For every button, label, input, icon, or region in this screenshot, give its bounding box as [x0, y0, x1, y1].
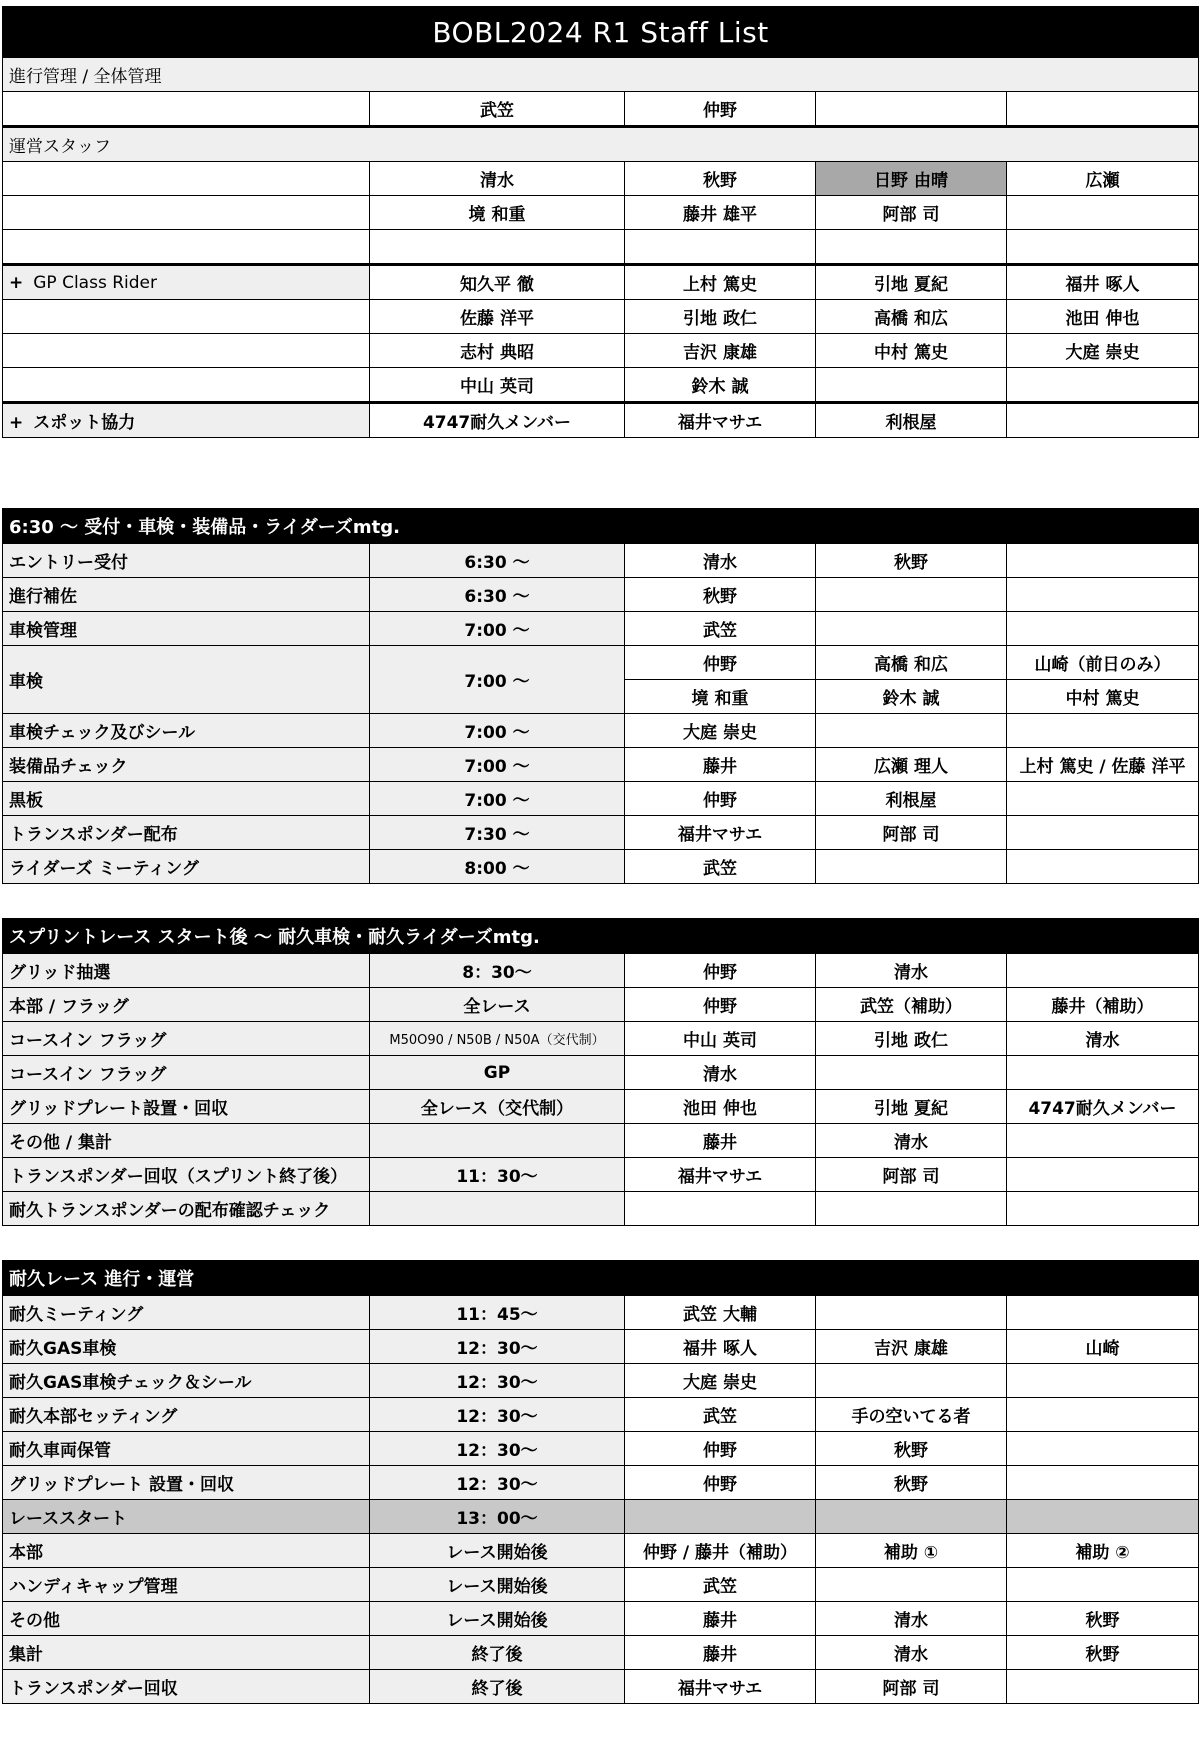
staff-cell: 武笠	[370, 92, 625, 127]
staff-cell: 大庭 崇史	[1007, 334, 1199, 368]
spot-cooperation-text: スポット協力	[33, 413, 136, 433]
task-time: 全レース（交代制）	[370, 1090, 625, 1124]
staff-cell	[816, 1500, 1007, 1534]
staff-cell	[816, 92, 1007, 127]
gp-class-rider-text: GP Class Rider	[33, 272, 157, 293]
task-row	[3, 1090, 1199, 1124]
empty-cell	[3, 334, 370, 368]
empty-cell	[3, 368, 370, 403]
staff-cell	[1007, 403, 1199, 438]
staff-cell: 清水	[816, 1124, 1007, 1158]
staff-cell: 大庭 崇史	[625, 714, 816, 748]
task-label: その他 / 集計	[3, 1124, 370, 1158]
staff-cell: 補助 ②	[1007, 1534, 1199, 1568]
staff-cell	[1007, 196, 1199, 230]
staff-cell	[816, 714, 1007, 748]
staff-cell	[816, 230, 1007, 265]
task-row	[3, 1364, 1199, 1398]
task-time: 8:00 〜	[370, 850, 625, 884]
staff-cell	[625, 1500, 816, 1534]
task-label: ライダーズ ミーティング	[3, 850, 370, 884]
staff-cell	[1007, 954, 1199, 988]
staff-cell: 境 和重	[625, 680, 816, 714]
staff-cell	[816, 1296, 1007, 1330]
staff-cell: 中村 篤史	[1007, 680, 1199, 714]
staff-cell: 清水	[816, 1636, 1007, 1670]
task-row	[3, 1568, 1199, 1602]
task-time: 7:00 〜	[370, 782, 625, 816]
staff-cell: 藤井	[625, 1636, 816, 1670]
staff-cell: 秋野	[1007, 1636, 1199, 1670]
task-label: グリッド抽選	[3, 954, 370, 988]
staff-cell: 上村 篤史 / 佐藤 洋平	[1007, 748, 1199, 782]
task-label: 進行補佐	[3, 578, 370, 612]
task-row	[3, 1056, 1199, 1090]
staff-cell: 山崎（前日のみ）	[1007, 646, 1199, 680]
task-row	[3, 714, 1199, 748]
staff-cell: 福井マサエ	[625, 1670, 816, 1704]
staff-cell: 広瀬 理人	[816, 748, 1007, 782]
staff-cell: 手の空いてる者	[816, 1398, 1007, 1432]
task-row	[3, 1022, 1199, 1056]
staff-table	[2, 6, 1199, 438]
staff-cell: 中山 英司	[625, 1022, 816, 1056]
staff-cell	[3, 92, 370, 127]
staff-cell: 武笠 大輔	[625, 1296, 816, 1330]
staff-cell: 藤井（補助）	[1007, 988, 1199, 1022]
task-row	[3, 1158, 1199, 1192]
staff-cell: 4747耐久メンバー	[370, 403, 625, 438]
task-label: 耐久本部セッティング	[3, 1398, 370, 1432]
task-row	[3, 816, 1199, 850]
staff-cell: 仲野	[625, 782, 816, 816]
task-label: グリッドプレート 設置・回収	[3, 1466, 370, 1500]
staff-cell: 福井マサエ	[625, 403, 816, 438]
task-label: トランスポンダー配布	[3, 816, 370, 850]
task-time: 7:30 〜	[370, 816, 625, 850]
staff-cell: 福井 啄人	[1007, 265, 1199, 300]
staff-cell	[1007, 612, 1199, 646]
staff-cell: 仲野 / 藤井（補助）	[625, 1534, 816, 1568]
staff-cell	[1007, 368, 1199, 403]
task-time: 7:00 〜	[370, 612, 625, 646]
task-label: 耐久トランスポンダーの配布確認チェック	[3, 1192, 370, 1226]
staff-cell: 利根屋	[816, 782, 1007, 816]
empty-cell	[3, 300, 370, 334]
staff-cell: 4747耐久メンバー	[1007, 1090, 1199, 1124]
staff-cell	[1007, 1670, 1199, 1704]
section-title: スプリントレース スタート後 〜 耐久車検・耐久ライダーズmtg.	[3, 919, 1199, 954]
staff-cell: 秋野	[816, 544, 1007, 578]
task-time: 13：00〜	[370, 1500, 625, 1534]
staff-cell: 池田 伸也	[625, 1090, 816, 1124]
staff-cell: 引地 政仁	[625, 300, 816, 334]
task-time: 7:00 〜	[370, 714, 625, 748]
staff-cell: 秋野	[625, 162, 816, 196]
staff-cell	[1007, 782, 1199, 816]
staff-cell: 仲野	[625, 954, 816, 988]
staff-cell	[816, 612, 1007, 646]
task-label: 車検	[3, 646, 370, 714]
task-row	[3, 1330, 1199, 1364]
task-label: 耐久ミーティング	[3, 1296, 370, 1330]
staff-cell: 武笠（補助）	[816, 988, 1007, 1022]
staff-cell: 引地 政仁	[816, 1022, 1007, 1056]
staff-cell: 境 和重	[370, 196, 625, 230]
staff-cell	[816, 368, 1007, 403]
staff-cell: 秋野	[816, 1466, 1007, 1500]
task-time: 11：30〜	[370, 1158, 625, 1192]
staff-cell: 鈴木 誠	[625, 368, 816, 403]
staff-cell: 藤井	[625, 748, 816, 782]
section-title: 耐久レース 進行・運営	[3, 1261, 1199, 1296]
staff-cell: 福井マサエ	[625, 1158, 816, 1192]
task-time: 6:30 〜	[370, 578, 625, 612]
staff-cell	[3, 196, 370, 230]
staff-cell	[1007, 1364, 1199, 1398]
staff-cell	[3, 162, 370, 196]
task-row	[3, 1432, 1199, 1466]
task-label: コースイン フラッグ	[3, 1056, 370, 1090]
staff-cell: 知久平 徹	[370, 265, 625, 300]
staff-cell: 引地 夏紀	[816, 265, 1007, 300]
task-row	[3, 1398, 1199, 1432]
plus-icon: +	[9, 272, 24, 293]
staff-cell	[1007, 1056, 1199, 1090]
staff-cell	[1007, 850, 1199, 884]
staff-cell	[1007, 1568, 1199, 1602]
task-label: ハンディキャップ管理	[3, 1568, 370, 1602]
staff-cell: 佐藤 洋平	[370, 300, 625, 334]
task-time: 全レース	[370, 988, 625, 1022]
staff-cell: 福井マサエ	[625, 816, 816, 850]
task-row	[3, 1636, 1199, 1670]
task-time: 6:30 〜	[370, 544, 625, 578]
staff-cell	[1007, 1192, 1199, 1226]
task-row	[3, 1500, 1199, 1534]
staff-cell: 武笠	[625, 1398, 816, 1432]
section-reception-table	[2, 508, 1199, 884]
staff-cell: 上村 篤史	[625, 265, 816, 300]
staff-cell	[816, 1056, 1007, 1090]
task-label: 装備品チェック	[3, 748, 370, 782]
staff-cell: 藤井 雄平	[625, 196, 816, 230]
staff-cell: 清水	[625, 1056, 816, 1090]
task-time: 12：30〜	[370, 1398, 625, 1432]
staff-cell	[816, 1568, 1007, 1602]
staff-cell: 清水	[625, 544, 816, 578]
task-time: 8：30〜	[370, 954, 625, 988]
staff-cell	[1007, 714, 1199, 748]
staff-cell	[816, 1192, 1007, 1226]
staff-cell: 利根屋	[816, 403, 1007, 438]
staff-cell	[1007, 1124, 1199, 1158]
staff-cell	[1007, 578, 1199, 612]
task-row	[3, 578, 1199, 612]
task-time: GP	[370, 1056, 625, 1090]
staff-cell: 清水	[1007, 1022, 1199, 1056]
staff-cell: 藤井	[625, 1602, 816, 1636]
task-time: 12：30〜	[370, 1330, 625, 1364]
staff-cell	[1007, 544, 1199, 578]
staff-cell: 秋野	[1007, 1602, 1199, 1636]
task-label: 耐久GAS車検チェック＆シール	[3, 1364, 370, 1398]
staff-cell: 阿部 司	[816, 1158, 1007, 1192]
task-label: その他	[3, 1602, 370, 1636]
task-label: 耐久GAS車検	[3, 1330, 370, 1364]
task-time: 12：30〜	[370, 1466, 625, 1500]
task-label: トランスポンダー回収（スプリント終了後）	[3, 1158, 370, 1192]
staff-cell: 清水	[816, 1602, 1007, 1636]
staff-cell	[1007, 1158, 1199, 1192]
staff-cell: 補助 ①	[816, 1534, 1007, 1568]
staff-cell	[370, 230, 625, 265]
page-title: BOBL2024 R1 Staff List	[3, 7, 1199, 58]
task-time	[370, 1124, 625, 1158]
task-time: レース開始後	[370, 1602, 625, 1636]
task-row	[3, 748, 1199, 782]
staff-cell	[1007, 1466, 1199, 1500]
task-row	[3, 954, 1199, 988]
task-row	[3, 782, 1199, 816]
staff-cell: 吉沢 康雄	[625, 334, 816, 368]
spot-cooperation-label	[3, 403, 370, 438]
staff-cell	[625, 1192, 816, 1226]
staff-cell: 清水	[370, 162, 625, 196]
staff-cell: 武笠	[625, 850, 816, 884]
staff-cell: 志村 典昭	[370, 334, 625, 368]
plus-icon: +	[9, 413, 24, 433]
task-row	[3, 1192, 1199, 1226]
task-row	[3, 1124, 1199, 1158]
section-endurance-table	[2, 1260, 1199, 1704]
staff-cell: 武笠	[625, 1568, 816, 1602]
task-time: 11：45〜	[370, 1296, 625, 1330]
task-label: 本部	[3, 1534, 370, 1568]
staff-cell: 秋野	[625, 578, 816, 612]
staff-cell-highlighted: 日野 由晴	[816, 162, 1007, 196]
staff-cell: 福井 啄人	[625, 1330, 816, 1364]
staff-cell	[816, 578, 1007, 612]
staff-cell: 山崎	[1007, 1330, 1199, 1364]
staff-list-page	[2, 6, 1198, 1704]
task-label: 車検管理	[3, 612, 370, 646]
task-label: グリッドプレート設置・回収	[3, 1090, 370, 1124]
task-time: 終了後	[370, 1670, 625, 1704]
staff-cell	[1007, 1398, 1199, 1432]
staff-cell	[816, 850, 1007, 884]
task-time: 12：30〜	[370, 1364, 625, 1398]
task-label: 耐久車両保管	[3, 1432, 370, 1466]
staff-cell	[1007, 92, 1199, 127]
task-row	[3, 1534, 1199, 1568]
staff-cell: 仲野	[625, 1432, 816, 1466]
task-time: 終了後	[370, 1636, 625, 1670]
staff-cell: 武笠	[625, 612, 816, 646]
staff-cell: 高橋 和広	[816, 300, 1007, 334]
staff-cell: 仲野	[625, 646, 816, 680]
task-row	[3, 1296, 1199, 1330]
staff-cell: 高橋 和広	[816, 646, 1007, 680]
task-label: レーススタート	[3, 1500, 370, 1534]
task-time: レース開始後	[370, 1568, 625, 1602]
staff-cell: 大庭 崇史	[625, 1364, 816, 1398]
staff-cell: 阿部 司	[816, 196, 1007, 230]
staff-cell	[816, 1364, 1007, 1398]
staff-cell: 鈴木 誠	[816, 680, 1007, 714]
staff-cell	[1007, 816, 1199, 850]
task-label: 本部 / フラッグ	[3, 988, 370, 1022]
staff-cell: 清水	[816, 954, 1007, 988]
task-row	[3, 988, 1199, 1022]
task-row	[3, 1602, 1199, 1636]
staff-cell	[1007, 1296, 1199, 1330]
staff-cell	[1007, 1500, 1199, 1534]
staff-cell: 仲野	[625, 1466, 816, 1500]
task-time: 7:00 〜	[370, 646, 625, 714]
task-label: 車検チェック及びシール	[3, 714, 370, 748]
staff-cell: 池田 伸也	[1007, 300, 1199, 334]
staff-cell: 仲野	[625, 92, 816, 127]
staff-cell: 広瀬	[1007, 162, 1199, 196]
staff-cell: 仲野	[625, 988, 816, 1022]
task-row	[3, 544, 1199, 578]
staff-cell: 阿部 司	[816, 1670, 1007, 1704]
staff-cell: 秋野	[816, 1432, 1007, 1466]
staff-cell: 中山 英司	[370, 368, 625, 403]
staff-cell	[1007, 230, 1199, 265]
gp-class-rider-label	[3, 265, 370, 300]
task-label: 集計	[3, 1636, 370, 1670]
task-label: トランスポンダー回収	[3, 1670, 370, 1704]
section-sprint-table	[2, 918, 1199, 1226]
staff-cell	[1007, 1432, 1199, 1466]
task-label: エントリー受付	[3, 544, 370, 578]
operations-staff-label: 運営スタッフ	[3, 127, 1199, 162]
overall-management-label: 進行管理 / 全体管理	[3, 58, 1199, 92]
task-time: 7:00 〜	[370, 748, 625, 782]
task-label: コースイン フラッグ	[3, 1022, 370, 1056]
staff-cell: 吉沢 康雄	[816, 1330, 1007, 1364]
task-row	[3, 1466, 1199, 1500]
task-label: 黒板	[3, 782, 370, 816]
task-time: 12：30〜	[370, 1432, 625, 1466]
staff-cell	[625, 230, 816, 265]
staff-cell: 藤井	[625, 1124, 816, 1158]
task-row	[3, 850, 1199, 884]
task-time: レース開始後	[370, 1534, 625, 1568]
staff-cell	[3, 230, 370, 265]
staff-cell: 阿部 司	[816, 816, 1007, 850]
task-row	[3, 1670, 1199, 1704]
task-row	[3, 612, 1199, 646]
task-time	[370, 1192, 625, 1226]
section-title: 6:30 〜 受付・車検・装備品・ライダーズmtg.	[3, 509, 1199, 544]
staff-cell: 中村 篤史	[816, 334, 1007, 368]
task-time: M50O90 / N50B / N50A（交代制）	[370, 1022, 625, 1056]
staff-cell: 引地 夏紀	[816, 1090, 1007, 1124]
